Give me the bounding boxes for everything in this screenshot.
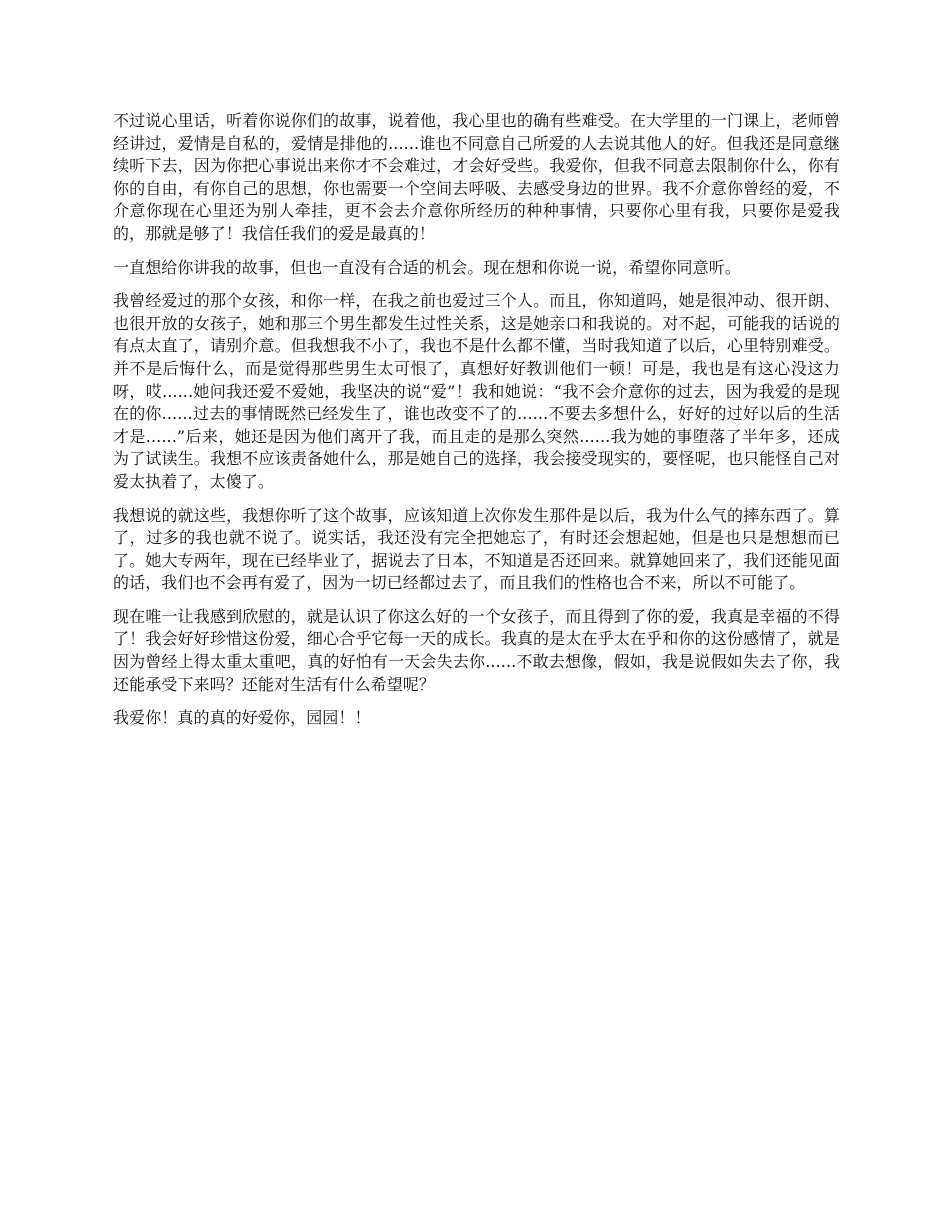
paragraph-6: 我爱你！真的真的好爱你，园园！！ <box>113 708 371 728</box>
paragraph-3: 我曾经爱过的那个女孩，和你一样，在我之前也爱过三个人。而且，你知道吗，她是很冲动、很开朗、也很开放的女孩子，她和那三个男生都发生过性关系，这是她亲口和我说的。对不起，可能我的话说的有点太直了，请别介意。但我想我不小了，我也不是什么都不懂，当时我知道了以后，心里特别难受。并不是后悔什么，而是觉得那些男生太可恨了，真想好好教训他们一顿！可是，我也是有这心没这力呀，哎......她问我还爱不爱她，我坚决的说“爱”！我和她说：“我不会介意你的过去，因为我爱的是现在的你......过去的事情既然已经发生了，谁也改变不了的......不要去多想什么，好好的过好以后的生活才是......”后来，她还是因为他们离开了我，而且走的是那么突然......我为她的事堕落了半年多，还成为了试读生。我想不应该责备她什么，那是她自己的选择，我会接受现实的，要怪呢，也只能怪自己对爱太执着了，太傻了。 <box>113 291 840 491</box>
document-body <box>113 110 840 741</box>
paragraph-1: 不过说心里话，听着你说你们的故事，说着他，我心里也的确有些难受。在大学里的一门课上，老师曾经讲过，爱情是自私的，爱情是排他的......谁也不同意自己所爱的人去说其他人的好。但我还是同意继续听下去，因为你把心事说出来你才不会难过，才会好受些。我爱你，但我不同意去限制你什么，你有你的自由，有你自己的思想，你也需要一个空间去呼吸、去感受身边的世界。我不介意你曾经的爱，不介意你现在心里还为别人牵挂，更不会去介意你所经历的种种事情，只要你心里有我，只要你是爱我的，那就是够了！我信任我们的爱是最真的！ <box>113 111 840 243</box>
paragraph-5: 现在唯一让我感到欣慰的，就是认识了你这么好的一个女孩子，而且得到了你的爱，我真是幸福的不得了！我会好好珍惜这份爱，细心合乎它每一天的成长。我真的是太在乎太在乎和你的这份感情了，就是因为曾经上得太重太重吧，真的好怕有一天会失去你......不敢去想像，假如，我是说假如失去了你，我还能承受下来吗？还能对生活有什么希望呢？ <box>113 606 840 694</box>
paragraph-4: 我想说的就这些，我想你听了这个故事，应该知道上次你发生那件是以后，我为什么气的摔东西了。算了，过多的我也就不说了。说实话，我还没有完全把她忘了，有时还会想起她，但是也只是想想而已了。她大专两年，现在已经毕业了，据说去了日本，不知道是否还回来。就算她回来了，我们还能见面的话，我们也不会再有爱了，因为一切已经都过去了，而且我们的性格也合不来，所以不可能了。 <box>113 505 840 593</box>
paragraph-2: 一直想给你讲我的故事，但也一直没有合适的机会。现在想和你说一说，希望你同意听。 <box>113 257 741 277</box>
